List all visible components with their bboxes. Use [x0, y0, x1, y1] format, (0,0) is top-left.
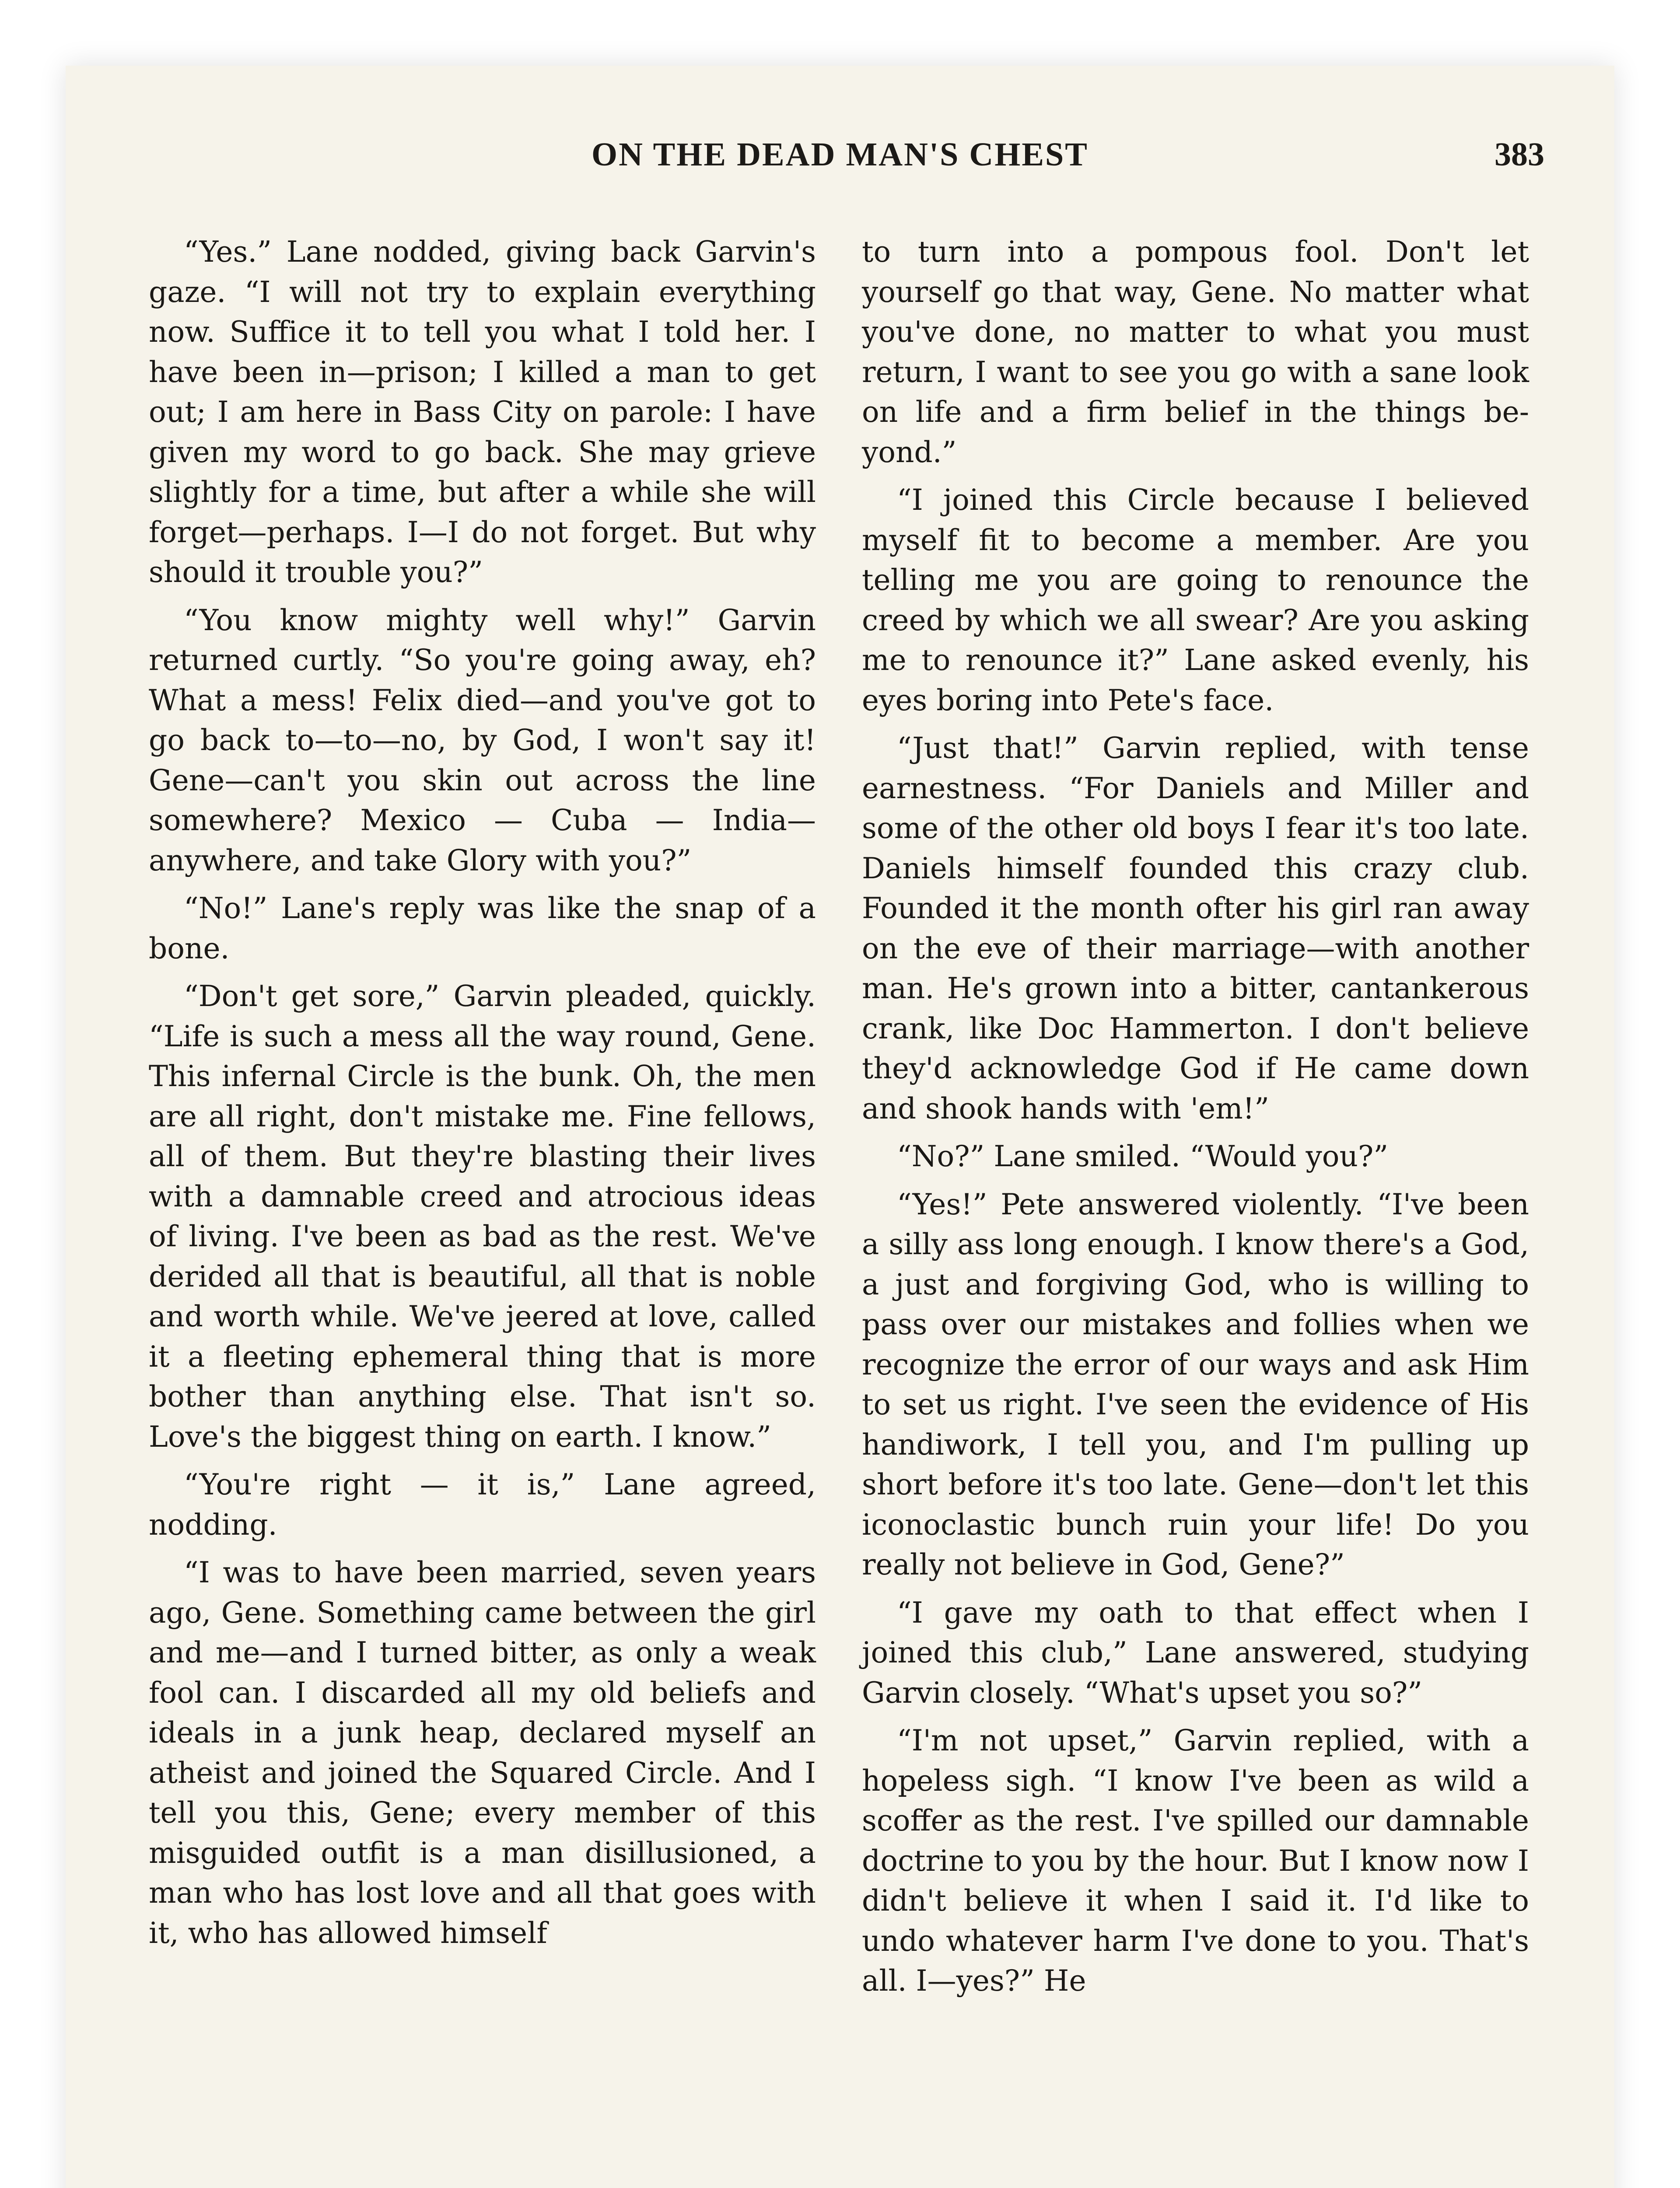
- page-header: [66, 136, 1614, 184]
- paragraph: “You know mighty well why!” Garvin returned curtly. “So you're going away, eh? What a mess! Felix died—and you've got to go back to—to—no, by God, I won't say it! Gene—can't you skin out across the line somewhere? Mexico — Cuba — India—anywhere, and take Glory with you?”: [149, 603, 816, 877]
- paragraph: “I gave my oath to that effect when I joined this club,” Lane answered, studying Garvin closely. “What's upset you so?”: [862, 1595, 1529, 1710]
- paragraph: “You're right — it is,” Lane agreed, nodding.: [149, 1468, 816, 1542]
- paragraph: “Yes.” Lane nodded, giving back Garvin's gaze. “I will not try to explain everything now. Suffice it to tell you what I told her. I have been in—prison; I killed a man to get out; I am here in Bass City on parole: I have given my word to go back. She may grieve slightly for a time, but after a while she will forget—perhaps. I—I do not forget. But why should it trouble you?”: [149, 235, 816, 589]
- paragraph: “I was to have been married, seven years ago, Gene. Something came between the girl and me—and I turned bitter, as only a weak fool can. I discarded all my old beliefs and ideals in a junk heap, declared myself an atheist and joined the Squared Circle. And I tell you this, Gene; every member of this misguided outfit is a man disillusioned, a man who has lost love and all that goes with it, who has allowed himself: [149, 1556, 816, 1950]
- paragraph: “Don't get sore,” Garvin pleaded, quickly. “Life is such a mess all the way round, Gene. This infernal Circle is the bunk. Oh, the men are all right, don't mistake me. Fine fellows, all of them. But they're blasting their lives with a damnable creed and atrocious ideas of living. I've been as bad as the rest. We've derided all that is beautiful, all that is noble and worth while. We've jeered at love, called it a fleeting ephemeral thing that is more bother than anything else. That isn't so. Love's the biggest thing on earth. I know.”: [149, 979, 816, 1454]
- paragraph: “Yes!” Pete answered violently. “I've been a silly ass long enough. I know there's a God, a just and forgiving God, who is willing to pass over our mistakes and follies when we recognize the error of our ways and ask Him to set us right. I've seen the evidence of His handiwork, I tell you, and I'm pulling up short before it's too late. Gene—don't let this iconoclastic bunch ruin your life! Do you really not believe in God, Gene?”: [862, 1187, 1529, 1581]
- paragraph: “I joined this Circle because I believed myself fit to become a member. Are you telling me you are going to renounce the creed by which we all swear? Are you asking me to renounce it?” Lane asked evenly, his eyes boring into Pete's face.: [862, 483, 1529, 717]
- paragraph: “No!” Lane's reply was like the snap of a bone.: [149, 891, 816, 965]
- paragraph: “I'm not upset,” Garvin replied, with a hopeless sigh. “I know I've been as wild a scoffer as the rest. I've spilled our damnable doctrine to you by the hour. But I know now I didn't believe it when I said it. I'd like to undo whatever harm I've done to you. That's all. I—yes?” He: [862, 1724, 1529, 1998]
- paragraph: “No?” Lane smiled. “Would you?”: [897, 1140, 1389, 1173]
- right-column: [862, 232, 1529, 2009]
- paragraph-continued: to turn into a pompous fool. Don't let yourself go that way, Gene. No matter what you've done, no matter to what you must return, I want to see you go with a sane look on life and a firm belief in the things beyond.”: [862, 235, 1529, 469]
- running-head: ON THE DEAD MAN'S CHEST: [591, 136, 1088, 173]
- page-number: 383: [1494, 136, 1544, 173]
- paragraph: “Just that!” Garvin replied, with tense earnestness. “For Daniels and Miller and some of the other old boys I fear it's too late. Daniels himself founded this crazy club. Founded it the month ofter his girl ran away on the eve of their marriage—with another man. He's grown into a bitter, cantankerous crank, like Doc Hammerton. I don't believe they'd acknowledge God if He came down and shook hands with 'em!”: [862, 731, 1529, 1126]
- left-column: [149, 232, 816, 1961]
